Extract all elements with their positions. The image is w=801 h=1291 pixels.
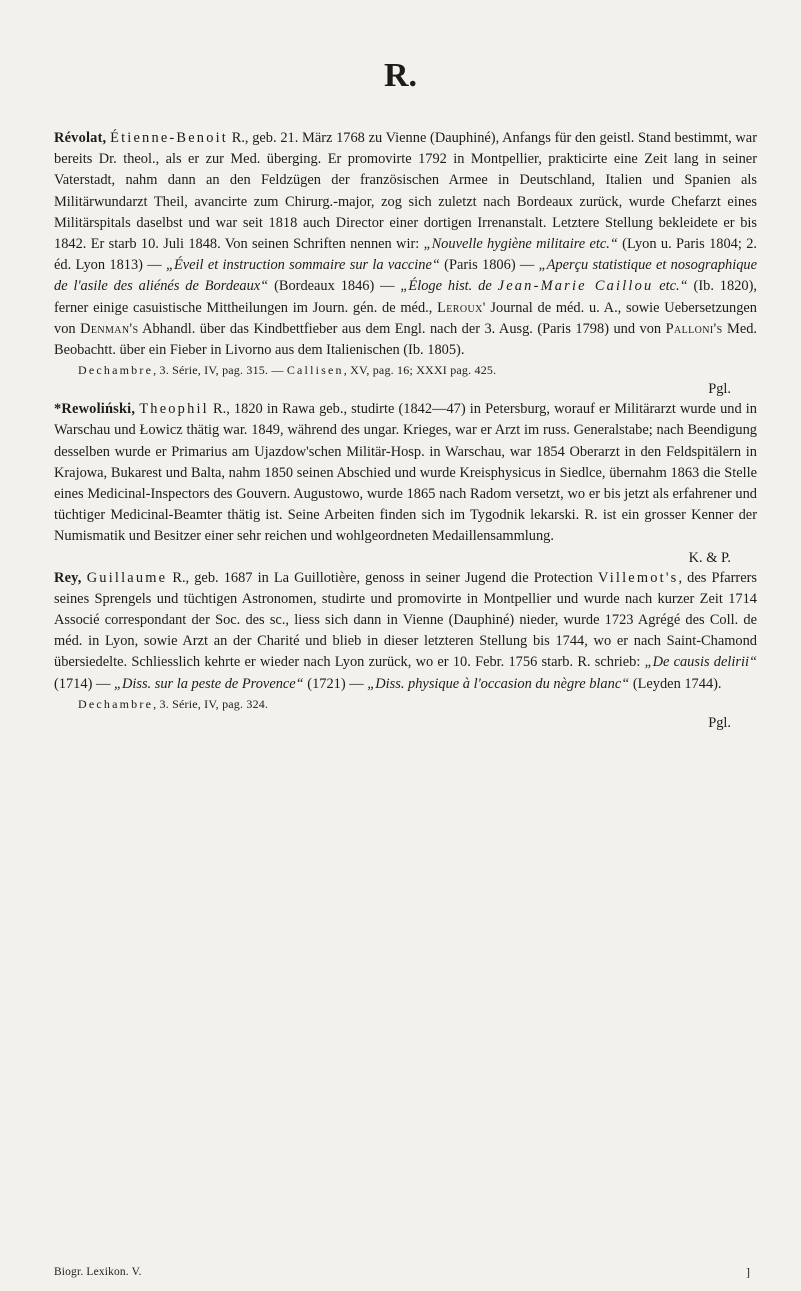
entry-name: Rey, xyxy=(54,569,82,586)
reference-text: , 3. Série, IV, pag. 324. xyxy=(153,696,269,711)
entry-text: Abhandl. über das Kindbettfieber aus dem Engl. nach der 3. Ausg. (Paris 1798) und von xyxy=(138,320,666,337)
person-reference: Palloni's xyxy=(665,320,723,337)
footer-lexicon-label: Biogr. Lexikon. V. xyxy=(54,1266,142,1278)
work-title: „Diss. physique à l'occasion du nègre blanc“ xyxy=(367,675,630,692)
work-title: „Éveil et instruction sommaire sur la vaccine“ xyxy=(165,257,440,274)
reference-text: , 3. Série, IV, pag. 315. — xyxy=(153,363,287,378)
entry-text: (Leyden 1744). xyxy=(629,675,722,692)
reference-source: Dechambre xyxy=(78,363,154,378)
entry-signature: Pgl. xyxy=(708,714,731,731)
work-title: „De causis delirii“ xyxy=(644,654,757,671)
reference-source: Callisen xyxy=(286,363,344,378)
entry-text: (1721) — xyxy=(303,675,368,692)
person-reference: Villemot's xyxy=(597,569,679,586)
person-reference: Leroux' xyxy=(437,299,486,316)
work-title: „Éloge hist. de xyxy=(400,278,498,295)
entry-rey xyxy=(54,568,757,695)
entry-given-name: Étienne-Benoit xyxy=(110,130,228,146)
entry-text: (Paris 1806) — xyxy=(439,257,539,274)
person-reference: Denman's xyxy=(80,320,139,337)
entry-text: Journal de méd. u. A., sowie Uebersetzungen von xyxy=(54,299,757,337)
entry-revolat xyxy=(54,128,757,361)
entry-references xyxy=(54,695,757,713)
entry-text: R., geb. 1687 in La Guillotière, genoss in seiner Jugend die Protection xyxy=(167,569,598,586)
section-letter-heading: R. xyxy=(383,57,418,94)
entry-given-name: Guillaume xyxy=(86,569,168,586)
entry-signature: K. & P. xyxy=(688,549,731,566)
reference-source: Dechambre xyxy=(78,696,154,711)
work-title: etc.“ xyxy=(653,278,688,295)
work-title-person: Jean-Marie Caillou xyxy=(497,278,654,295)
reference-text: , XV, pag. 16; XXXI pag. 425. xyxy=(343,363,497,378)
footer-bracket-mark: ] xyxy=(746,1265,750,1279)
work-title: „Aperçu statistique et nosographique de l'asile des aliénés de Bordeaux“ xyxy=(54,257,757,295)
entry-text: R., geb. 21. März 1768 zu Vienne (Dauphiné), Anfangs für den geistl. Stand bestimmt, war bereits Dr. theol., als er zur Med. überging. Er promovirte 1792 in Montpellier, prakticirte eine Zeit lang in seiner Vaterstadt, nahm dann an den Feldzügen der französischen Armee in Deutschland, Italien und Spanien als Militärwundarzt Theil, avancirte zum Chirurg.-major, zog sich zuletzt nach Bordeaux zurück, wurde Chefarzt eines Militärspitals daselbst und war seit 1818 auch Director einer dortigen Irrenanstalt. Letztere Stellung bekleidete er bis 1842. Er starb 10. Juli 1848. Von seinen Schriften nennen wir: xyxy=(54,130,757,253)
entry-text: R., 1820 in Rawa geb., studirte (1842—47) in Petersburg, worauf er Militärarzt wurde und in Warschau und Łowicz thätig war. 1849, während des ungar. Krieges, war er Arzt im russ. Generalstabe; nach Beendigung desselben wurde er Primarius am Ujazdow'schen Militär-Hosp. in Warschau, war 1854 Oberarzt in den Feldspitälern in Krajowa, Bukarest und Balta, nahm 1850 seinen Abschied und wurde Kreisphysicus in Siedlce, übernahm 1863 die Stelle eines Medicinal-Inspectors des Gouvern. Augustowo, wurde 1865 nach Radom versetzt, wo er bis jetzt als erfahrener und tüchtiger Medicinal-Beamter thätig ist. Seine Arbeiten finden sich im Tygodnik lekarski. R. ist ein grosser Kenner der Numismatik und Besitzer einer sehr reichen und wohlgeordneten Medaillensammlung. xyxy=(54,401,757,545)
entry-text: (Bordeaux 1846) — xyxy=(268,278,401,295)
entry-text: Med. Beobachtt. über ein Fieber in Livorno aus dem Italienischen (Ib. 1805). xyxy=(54,320,758,359)
work-title: „Nouvelle hygiène militaire etc.“ xyxy=(423,236,618,253)
entry-text: , des Pfarrers seines Sprengels und tüchtigen Astronomen, studirte und promovirte in Montpellier und wurde nach kurzer Zeit 1714 Associé correspondant der Soc. des sc., liess sich dann in Vienne (Dauphiné) nieder, wurde 1723 Agrégé des Coll. de méd. in Lyon, sowie Arzt an der Charité und blieb in dieser letzteren Stellung bis 1744, wo er nach Saint-Chamond übersiedelte. Schliesslich kehrte er wieder nach Lyon zurück, wo er 10. Febr. 1756 starb. R. schrieb: xyxy=(54,569,758,671)
entry-name: *Rewoliński, xyxy=(54,401,136,418)
entry-references xyxy=(54,361,757,379)
entries-body xyxy=(54,128,757,733)
entry-signature: Pgl. xyxy=(708,381,731,398)
entry-name: Révolat, xyxy=(54,130,107,146)
entry-text: (Lyon u. Paris 1804; 2. éd. Lyon 1813) — xyxy=(54,236,757,274)
work-title: „Diss. sur la peste de Provence“ xyxy=(113,675,304,692)
entry-text: (Ib. 1820), ferner einige casuistische Mittheilungen im Journ. gén. de méd., xyxy=(54,278,757,316)
entry-given-name: Theophil xyxy=(139,401,209,418)
entry-text: (1714) — xyxy=(54,675,114,692)
entry-rewolinski xyxy=(54,399,757,547)
